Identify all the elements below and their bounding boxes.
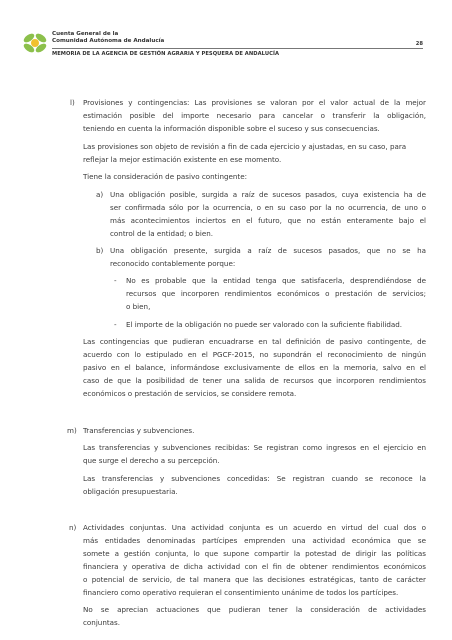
section-l-marker: l) <box>70 98 75 107</box>
text-line: caso de que la posibilidad de tener una salida de recursos que incorporen rendimientos <box>83 376 426 385</box>
text-line: Las provisiones son objeto de revisión a fin de cada ejercicio y ajustadas, en su caso, para <box>83 142 407 151</box>
text-line: obligación presupuestaria. <box>83 487 178 496</box>
text-line: control de la entidad; o bien. <box>110 229 214 238</box>
item-a-marker: a) <box>96 190 104 199</box>
text-line: o bien, <box>126 302 151 311</box>
text-line: Actividades conjuntas. Una actividad conjunta es un acuerdo en virtud del cual dos o <box>83 523 426 532</box>
text-line: ser confirmada sólo por la ocurrencia, o en su caso por la no ocurrencia, de uno o <box>110 203 426 212</box>
text-line: económicos o prestación de servicios, se considere remota. <box>83 389 297 398</box>
text-line: que surge el derecho a su percepción. <box>83 456 220 465</box>
text-line: o potencial de servicio, de tal manera que las decisiones estratégicas, tanto de carácter <box>83 575 426 584</box>
page-number: 28 <box>415 41 423 47</box>
document-subtitle: MEMORIA DE LA AGENCIA DE GESTIÓN AGRARIA Y PESQUERA DE ANDALUCÍA <box>52 51 280 57</box>
sub-item-1-dash: - <box>114 276 117 285</box>
text-line: reconocido contablemente porque: <box>110 259 236 268</box>
sub-item-2-dash: - <box>114 320 117 329</box>
organization-name-line-1: Cuenta General de la <box>52 31 119 37</box>
text-line: pasivo en el balance, informándose exclusivamente de ellos en la memoria, salvo en el <box>83 363 426 372</box>
sub-item-2-text: El importe de la obligación no puede ser valorado con la suficiente fiabilidad. <box>126 320 403 329</box>
text-line: reflejar la mejor estimación existente en ese momento. <box>83 155 282 164</box>
text-line: conjuntas. <box>83 618 121 627</box>
text-line: financiera y operativa de dicha actividad con el fin de obtener rendimientos económicos <box>83 562 426 571</box>
text-line: acuerdo con lo estipulado en el PGCF-2015, no supondrán el reconocimiento de ningún <box>83 350 426 359</box>
text-line: Una obligación posible, surgida a raíz de sucesos pasados, cuya existencia ha de <box>110 190 426 199</box>
text-line: Las contingencias que pudieran encuadrarse en tal definición de pasivo contingente, de <box>83 337 426 346</box>
section-l-paragraph-3: Tiene la consideración de pasivo contingente: <box>83 172 248 181</box>
text-line: Una obligación presente, surgida a raíz de sucesos pasados, que no se ha <box>110 246 426 255</box>
text-line: teniendo en cuenta la información disponible sobre el suceso y sus consecuencias. <box>83 124 380 133</box>
text-line: financiero como operativo requieran el consentimiento unánime de todos los partícipes. <box>83 588 399 597</box>
text-line: No se aprecian actuaciones que pudieran tener la consideración de actividades <box>83 605 426 614</box>
text-line: recursos que incorporen rendimientos económicos o prestación de servicios; <box>126 289 426 298</box>
text-line: estimación posible del importe necesario para cancelar o transferir la obligación, <box>83 111 426 120</box>
text-line: somete a gestión conjunta, lo que supone compartir la potestad de dirigir las políticas <box>83 549 426 558</box>
text-line: No es probable que la entidad tenga que satisfacerla, desprendiéndose de <box>126 276 426 285</box>
text-line: Las transferencias y subvenciones recibidas: Se registran como ingresos en el ejercicio en <box>83 443 426 452</box>
text-line: Las transferencias y subvenciones concedidas: Se registran cuando se reconoce la <box>83 474 426 483</box>
organization-name-line-2: Comunidad Autónoma de Andalucía <box>52 38 165 44</box>
text-line: Provisiones y contingencias: Las provisiones se valoran por el valor actual de la mejor <box>83 98 426 107</box>
text-line: más acontecimientos inciertos en el futuro, que no están enteramente bajo el <box>110 216 426 225</box>
section-n-marker: n) <box>69 523 77 532</box>
header-divider <box>52 48 423 49</box>
section-m-title: Transferencias y subvenciones. <box>83 426 195 435</box>
junta-andalucia-logo-icon <box>20 30 50 56</box>
item-b-marker: b) <box>96 246 104 255</box>
section-m-marker: m) <box>67 426 77 435</box>
text-line: más entidades denominadas partícipes emprenden una actividad económica que se <box>83 536 426 545</box>
